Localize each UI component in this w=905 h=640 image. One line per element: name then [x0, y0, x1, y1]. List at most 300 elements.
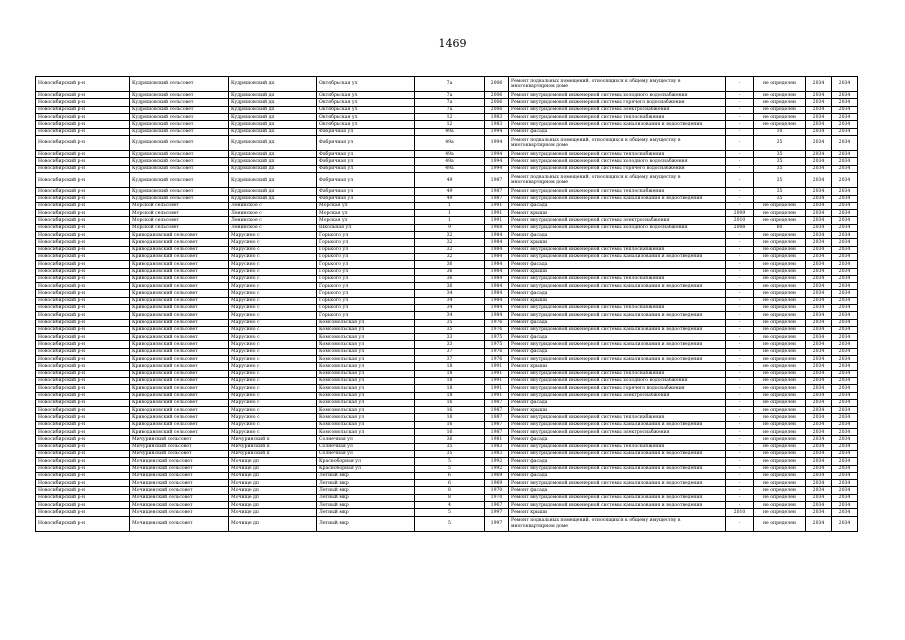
district-cell: Новосибирский р-н: [36, 356, 130, 363]
registry-body: [36, 77, 858, 532]
build-year-cell: 1994: [485, 158, 509, 165]
build-year-cell: 1987: [485, 173, 509, 188]
work-type-cell: Ремонт внутридомовой инженерной системы горячего водоснабжения: [509, 385, 726, 392]
locality-cell: Кудряшовский дп: [229, 151, 317, 158]
wear-cell: не определен: [754, 385, 806, 392]
last-repair-year-cell: -: [726, 312, 754, 319]
locality-cell: Марусино с: [229, 348, 317, 355]
locality-cell: Мочище дп: [229, 472, 317, 479]
build-year-cell: 1992: [485, 458, 509, 465]
house-number-cell: 35: [415, 326, 485, 333]
district-cell: Новосибирский р-н: [36, 297, 130, 304]
district-cell: Новосибирский р-н: [36, 414, 130, 421]
work-type-cell: Ремонт фасада: [509, 472, 726, 479]
plan-end-cell: 2034: [832, 370, 858, 377]
last-repair-year-cell: -: [726, 158, 754, 165]
district-cell: Новосибирский р-н: [36, 450, 130, 457]
locality-cell: Марусино с: [229, 363, 317, 370]
locality-cell: Мичуринский п: [229, 443, 317, 450]
table-row: [36, 326, 858, 333]
table-row: [36, 509, 858, 516]
district-cell: Новосибирский р-н: [36, 246, 130, 253]
settlement-council-cell: Мочищенский сельсовет: [130, 516, 229, 531]
plan-start-cell: 2034: [806, 458, 832, 465]
plan-end-cell: 2034: [832, 407, 858, 414]
street-cell: Красноборная ул: [317, 458, 415, 465]
work-type-cell: Ремонт внутридомовой инженерной системы канализования и водоотведения: [509, 326, 726, 333]
plan-start-cell: 2034: [806, 253, 832, 260]
plan-end-cell: 2034: [832, 224, 858, 231]
plan-start-cell: 2034: [806, 429, 832, 436]
work-type-cell: Ремонт крыши: [509, 407, 726, 414]
build-year-cell: 1984: [485, 290, 509, 297]
last-repair-year-cell: -: [726, 421, 754, 428]
work-type-cell: Ремонт крыши: [509, 268, 726, 275]
plan-start-cell: 2034: [806, 385, 832, 392]
work-type-cell: Ремонт внутридомовой инженерной системы теплоснабжения: [509, 304, 726, 311]
build-year-cell: 1994: [485, 128, 509, 135]
table-row: [36, 502, 858, 509]
table-row: [36, 121, 858, 128]
plan-start-cell: 2034: [806, 341, 832, 348]
table-row: [36, 341, 858, 348]
wear-cell: не определен: [754, 480, 806, 487]
plan-start-cell: 2034: [806, 114, 832, 121]
wear-cell: не определен: [754, 363, 806, 370]
last-repair-year-cell: -: [726, 429, 754, 436]
street-cell: Солнечная ул: [317, 450, 415, 457]
street-cell: Красноборная ул: [317, 465, 415, 472]
wear-cell: не определен: [754, 348, 806, 355]
district-cell: Новосибирский р-н: [36, 407, 130, 414]
house-number-cell: 8: [415, 487, 485, 494]
district-cell: Новосибирский р-н: [36, 458, 130, 465]
wear-cell: не определен: [754, 465, 806, 472]
build-year-cell: 1984: [485, 304, 509, 311]
plan-end-cell: 2034: [832, 173, 858, 188]
district-cell: Новосибирский р-н: [36, 239, 130, 246]
wear-cell: не определен: [754, 297, 806, 304]
district-cell: Новосибирский р-н: [36, 502, 130, 509]
locality-cell: Ленинское с: [229, 217, 317, 224]
district-cell: Новосибирский р-н: [36, 312, 130, 319]
settlement-council-cell: Мочищенский сельсовет: [130, 494, 229, 501]
street-cell: Фабричная ул: [317, 151, 415, 158]
settlement-council-cell: Криводановский сельсовет: [130, 253, 229, 260]
last-repair-year-cell: -: [726, 392, 754, 399]
work-type-cell: Ремонт подвальных помещений, относящихся к общему имуществу в многоквартирном доме: [509, 77, 726, 92]
last-repair-year-cell: -: [726, 436, 754, 443]
district-cell: Новосибирский р-н: [36, 114, 130, 121]
house-number-cell: 5: [415, 509, 485, 516]
locality-cell: Кудряшовский дп: [229, 114, 317, 121]
last-repair-year-cell: -: [726, 92, 754, 99]
district-cell: Новосибирский р-н: [36, 173, 130, 188]
locality-cell: Марусино с: [229, 268, 317, 275]
plan-end-cell: 2034: [832, 217, 858, 224]
settlement-council-cell: Мочищенский сельсовет: [130, 502, 229, 509]
settlement-council-cell: Криводановский сельсовет: [130, 283, 229, 290]
table-row: [36, 135, 858, 150]
last-repair-year-cell: -: [726, 297, 754, 304]
house-number-cell: 16: [415, 429, 485, 436]
house-number-cell: 49а: [415, 135, 485, 150]
locality-cell: Мочище дп: [229, 458, 317, 465]
plan-end-cell: 2034: [832, 436, 858, 443]
settlement-council-cell: Морской сельсовет: [130, 224, 229, 231]
district-cell: Новосибирский р-н: [36, 151, 130, 158]
build-year-cell: 1991: [485, 217, 509, 224]
settlement-council-cell: Мичуринский сельсовет: [130, 450, 229, 457]
plan-end-cell: 2034: [832, 458, 858, 465]
wear-cell: не определен: [754, 407, 806, 414]
wear-cell: не определен: [754, 494, 806, 501]
street-cell: Комсомольская ул: [317, 356, 415, 363]
build-year-cell: 1984: [485, 297, 509, 304]
locality-cell: Мичуринский п: [229, 436, 317, 443]
district-cell: Новосибирский р-н: [36, 341, 130, 348]
street-cell: Горького ул: [317, 232, 415, 239]
wear-cell: не определен: [754, 334, 806, 341]
plan-end-cell: 2034: [832, 363, 858, 370]
build-year-cell: 1991: [485, 202, 509, 209]
settlement-council-cell: Криводановский сельсовет: [130, 377, 229, 384]
table-row: [36, 173, 858, 188]
build-year-cell: 2006: [485, 92, 509, 99]
wear-cell: 35: [754, 135, 806, 150]
table-row: [36, 128, 858, 135]
wear-cell: не определен: [754, 114, 806, 121]
plan-start-cell: 2034: [806, 392, 832, 399]
settlement-council-cell: Криводановский сельсовет: [130, 261, 229, 268]
wear-cell: не определен: [754, 106, 806, 113]
locality-cell: Кудряшовский дп: [229, 188, 317, 195]
street-cell: Солнечная ул: [317, 443, 415, 450]
plan-end-cell: 2034: [832, 290, 858, 297]
house-number-cell: 35: [415, 450, 485, 457]
settlement-council-cell: Криводановский сельсовет: [130, 319, 229, 326]
work-type-cell: Ремонт внутридомовой инженерной системы теплоснабжения: [509, 370, 726, 377]
table-row: [36, 472, 858, 479]
settlement-council-cell: Морской сельсовет: [130, 202, 229, 209]
settlement-council-cell: Криводановский сельсовет: [130, 399, 229, 406]
house-number-cell: 33: [415, 341, 485, 348]
house-number-cell: 36: [415, 261, 485, 268]
district-cell: Новосибирский р-н: [36, 121, 130, 128]
last-repair-year-cell: -: [726, 399, 754, 406]
work-type-cell: Ремонт внутридомовой инженерной системы теплоснабжения: [509, 246, 726, 253]
work-type-cell: Ремонт подвальных помещений, относящихся к общему имуществу в многоквартирном доме: [509, 516, 726, 531]
plan-start-cell: 2034: [806, 128, 832, 135]
plan-end-cell: 2034: [832, 480, 858, 487]
settlement-council-cell: Морской сельсовет: [130, 217, 229, 224]
house-number-cell: 49: [415, 195, 485, 202]
table-row: [36, 370, 858, 377]
plan-end-cell: 2034: [832, 92, 858, 99]
settlement-council-cell: Криводановский сельсовет: [130, 232, 229, 239]
work-type-cell: Ремонт фасада: [509, 348, 726, 355]
plan-end-cell: 2034: [832, 429, 858, 436]
wear-cell: не определен: [754, 121, 806, 128]
plan-start-cell: 2034: [806, 312, 832, 319]
work-type-cell: Ремонт фасада: [509, 232, 726, 239]
house-number-cell: 36: [415, 268, 485, 275]
build-year-cell: 1967: [485, 502, 509, 509]
build-year-cell: 1976: [485, 326, 509, 333]
district-cell: Новосибирский р-н: [36, 195, 130, 202]
work-type-cell: Ремонт крыши: [509, 210, 726, 217]
work-type-cell: Ремонт фасада: [509, 290, 726, 297]
house-number-cell: 18: [415, 377, 485, 384]
house-number-cell: 1: [415, 217, 485, 224]
work-type-cell: Ремонт подвальных помещений, относящихся к общему имуществу в многоквартирном доме: [509, 173, 726, 188]
locality-cell: Кудряшовский дп: [229, 106, 317, 113]
work-type-cell: Ремонт внутридомовой инженерной системы канализования и водоотведения: [509, 421, 726, 428]
last-repair-year-cell: -: [726, 121, 754, 128]
house-number-cell: 1: [415, 202, 485, 209]
plan-start-cell: 2034: [806, 290, 832, 297]
plan-start-cell: 2034: [806, 399, 832, 406]
wear-cell: не определен: [754, 377, 806, 384]
plan-start-cell: 2034: [806, 443, 832, 450]
locality-cell: Кудряшовский дп: [229, 135, 317, 150]
house-number-cell: 16: [415, 421, 485, 428]
street-cell: Фабричная ул: [317, 188, 415, 195]
build-year-cell: 1991: [485, 385, 509, 392]
last-repair-year-cell: -: [726, 472, 754, 479]
plan-end-cell: 2034: [832, 494, 858, 501]
work-type-cell: Ремонт фасада: [509, 319, 726, 326]
locality-cell: Кудряшовский дп: [229, 195, 317, 202]
build-year-cell: 1987: [485, 188, 509, 195]
build-year-cell: 1987: [485, 399, 509, 406]
settlement-council-cell: Кудряшовский сельсовет: [130, 195, 229, 202]
district-cell: Новосибирский р-н: [36, 232, 130, 239]
settlement-council-cell: Криводановский сельсовет: [130, 239, 229, 246]
last-repair-year-cell: -: [726, 232, 754, 239]
district-cell: Новосибирский р-н: [36, 465, 130, 472]
table-row: [36, 261, 858, 268]
table-row: [36, 436, 858, 443]
street-cell: Октябрьская ул: [317, 99, 415, 106]
table-row: [36, 188, 858, 195]
plan-start-cell: 2034: [806, 516, 832, 531]
last-repair-year-cell: 2010: [726, 509, 754, 516]
build-year-cell: 1984: [485, 268, 509, 275]
last-repair-year-cell: -: [726, 195, 754, 202]
build-year-cell: 1984: [485, 246, 509, 253]
locality-cell: Марусино с: [229, 304, 317, 311]
locality-cell: Кудряшовский дп: [229, 121, 317, 128]
district-cell: Новосибирский р-н: [36, 472, 130, 479]
build-year-cell: 1969: [485, 480, 509, 487]
wear-cell: не определен: [754, 217, 806, 224]
settlement-council-cell: Кудряшовский сельсовет: [130, 188, 229, 195]
plan-start-cell: 2034: [806, 421, 832, 428]
locality-cell: Марусино с: [229, 312, 317, 319]
house-number-cell: 49а: [415, 151, 485, 158]
wear-cell: не определен: [754, 392, 806, 399]
settlement-council-cell: Криводановский сельсовет: [130, 392, 229, 399]
table-row: [36, 399, 858, 406]
street-cell: Горького ул: [317, 304, 415, 311]
wear-cell: не определен: [754, 312, 806, 319]
plan-end-cell: 2034: [832, 275, 858, 282]
table-row: [36, 429, 858, 436]
table-row: [36, 99, 858, 106]
house-number-cell: 16: [415, 414, 485, 421]
last-repair-year-cell: -: [726, 173, 754, 188]
house-number-cell: 7а: [415, 106, 485, 113]
wear-cell: не определен: [754, 239, 806, 246]
last-repair-year-cell: -: [726, 275, 754, 282]
district-cell: Новосибирский р-н: [36, 261, 130, 268]
house-number-cell: 34: [415, 290, 485, 297]
settlement-council-cell: Криводановский сельсовет: [130, 421, 229, 428]
wear-cell: не определен: [754, 414, 806, 421]
table-row: [36, 443, 858, 450]
build-year-cell: 1976: [485, 348, 509, 355]
house-number-cell: 36: [415, 275, 485, 282]
settlement-council-cell: Мочищенский сельсовет: [130, 487, 229, 494]
locality-cell: Мочище дп: [229, 480, 317, 487]
table-row: [36, 195, 858, 202]
plan-end-cell: 2034: [832, 472, 858, 479]
plan-start-cell: 2034: [806, 326, 832, 333]
build-year-cell: 1997: [485, 509, 509, 516]
build-year-cell: 2006: [485, 106, 509, 113]
plan-start-cell: 2034: [806, 414, 832, 421]
house-number-cell: 5: [415, 516, 485, 531]
table-row: [36, 385, 858, 392]
settlement-council-cell: Криводановский сельсовет: [130, 348, 229, 355]
table-row: [36, 217, 858, 224]
plan-start-cell: 2034: [806, 224, 832, 231]
table-row: [36, 348, 858, 355]
street-cell: Комсомольская ул: [317, 326, 415, 333]
build-year-cell: 1987: [485, 421, 509, 428]
street-cell: Комсомольская ул: [317, 377, 415, 384]
street-cell: Горького ул: [317, 275, 415, 282]
district-cell: Новосибирский р-н: [36, 202, 130, 209]
last-repair-year-cell: -: [726, 443, 754, 450]
plan-end-cell: 2034: [832, 502, 858, 509]
settlement-council-cell: Мичуринский сельсовет: [130, 443, 229, 450]
house-number-cell: 32: [415, 239, 485, 246]
last-repair-year-cell: -: [726, 414, 754, 421]
plan-start-cell: 2034: [806, 283, 832, 290]
build-year-cell: 1991: [485, 377, 509, 384]
plan-end-cell: 2034: [832, 443, 858, 450]
street-cell: Горького ул: [317, 290, 415, 297]
plan-start-cell: 2034: [806, 472, 832, 479]
settlement-council-cell: Кудряшовский сельсовет: [130, 158, 229, 165]
street-cell: Комсомольская ул: [317, 392, 415, 399]
work-type-cell: Ремонт внутридомовой инженерной системы канализования и водоотведения: [509, 312, 726, 319]
work-type-cell: Ремонт крыши: [509, 297, 726, 304]
street-cell: Летный мкр: [317, 494, 415, 501]
plan-start-cell: 2034: [806, 509, 832, 516]
last-repair-year-cell: -: [726, 239, 754, 246]
settlement-council-cell: Криводановский сельсовет: [130, 341, 229, 348]
wear-cell: не определен: [754, 210, 806, 217]
plan-start-cell: 2034: [806, 232, 832, 239]
district-cell: Новосибирский р-н: [36, 290, 130, 297]
build-year-cell: 1994: [485, 151, 509, 158]
table-row: [36, 465, 858, 472]
plan-end-cell: 2034: [832, 239, 858, 246]
wear-cell: 35: [754, 173, 806, 188]
last-repair-year-cell: -: [726, 253, 754, 260]
table-row: [36, 480, 858, 487]
wear-cell: не определен: [754, 509, 806, 516]
settlement-council-cell: Кудряшовский сельсовет: [130, 165, 229, 172]
build-year-cell: 1987: [485, 195, 509, 202]
plan-end-cell: 2034: [832, 135, 858, 150]
last-repair-year-cell: -: [726, 385, 754, 392]
district-cell: Новосибирский р-н: [36, 210, 130, 217]
wear-cell: не определен: [754, 326, 806, 333]
table-row: [36, 377, 858, 384]
last-repair-year-cell: -: [726, 450, 754, 457]
work-type-cell: Ремонт фасада: [509, 202, 726, 209]
build-year-cell: 2006: [485, 77, 509, 92]
district-cell: Новосибирский р-н: [36, 334, 130, 341]
work-type-cell: Ремонт внутридомовой инженерной системы холодного водоснабжения: [509, 377, 726, 384]
wear-cell: не определен: [754, 246, 806, 253]
last-repair-year-cell: -: [726, 77, 754, 92]
street-cell: Комсомольская ул: [317, 363, 415, 370]
street-cell: Горького ул: [317, 253, 415, 260]
build-year-cell: 1991: [485, 363, 509, 370]
district-cell: Новосибирский р-н: [36, 480, 130, 487]
wear-cell: не определен: [754, 290, 806, 297]
build-year-cell: 1987: [485, 429, 509, 436]
plan-start-cell: 2034: [806, 151, 832, 158]
last-repair-year-cell: -: [726, 341, 754, 348]
table-row: [36, 151, 858, 158]
plan-end-cell: 2034: [832, 246, 858, 253]
plan-end-cell: 2034: [832, 121, 858, 128]
district-cell: Новосибирский р-н: [36, 77, 130, 92]
street-cell: Комсомольская ул: [317, 334, 415, 341]
settlement-council-cell: Кудряшовский сельсовет: [130, 77, 229, 92]
plan-end-cell: 2034: [832, 165, 858, 172]
street-cell: Фабричная ул: [317, 165, 415, 172]
house-number-cell: 5: [415, 458, 485, 465]
locality-cell: Мичуринский п: [229, 450, 317, 457]
settlement-council-cell: Кудряшовский сельсовет: [130, 151, 229, 158]
wear-cell: не определен: [754, 429, 806, 436]
plan-end-cell: 2034: [832, 392, 858, 399]
district-cell: Новосибирский р-н: [36, 494, 130, 501]
plan-start-cell: 2034: [806, 407, 832, 414]
table-row: [36, 487, 858, 494]
house-number-cell: 9: [415, 224, 485, 231]
district-cell: Новосибирский р-н: [36, 487, 130, 494]
build-year-cell: 1994: [485, 135, 509, 150]
house-number-cell: 7а: [415, 92, 485, 99]
work-type-cell: Ремонт внутридомовой инженерной системы теплоснабжения: [509, 275, 726, 282]
plan-end-cell: 2034: [832, 114, 858, 121]
settlement-council-cell: Кудряшовский сельсовет: [130, 135, 229, 150]
last-repair-year-cell: -: [726, 407, 754, 414]
settlement-council-cell: Криводановский сельсовет: [130, 414, 229, 421]
street-cell: Горького ул: [317, 312, 415, 319]
street-cell: Комсомольская ул: [317, 399, 415, 406]
district-cell: Новосибирский р-н: [36, 188, 130, 195]
plan-start-cell: 2034: [806, 210, 832, 217]
